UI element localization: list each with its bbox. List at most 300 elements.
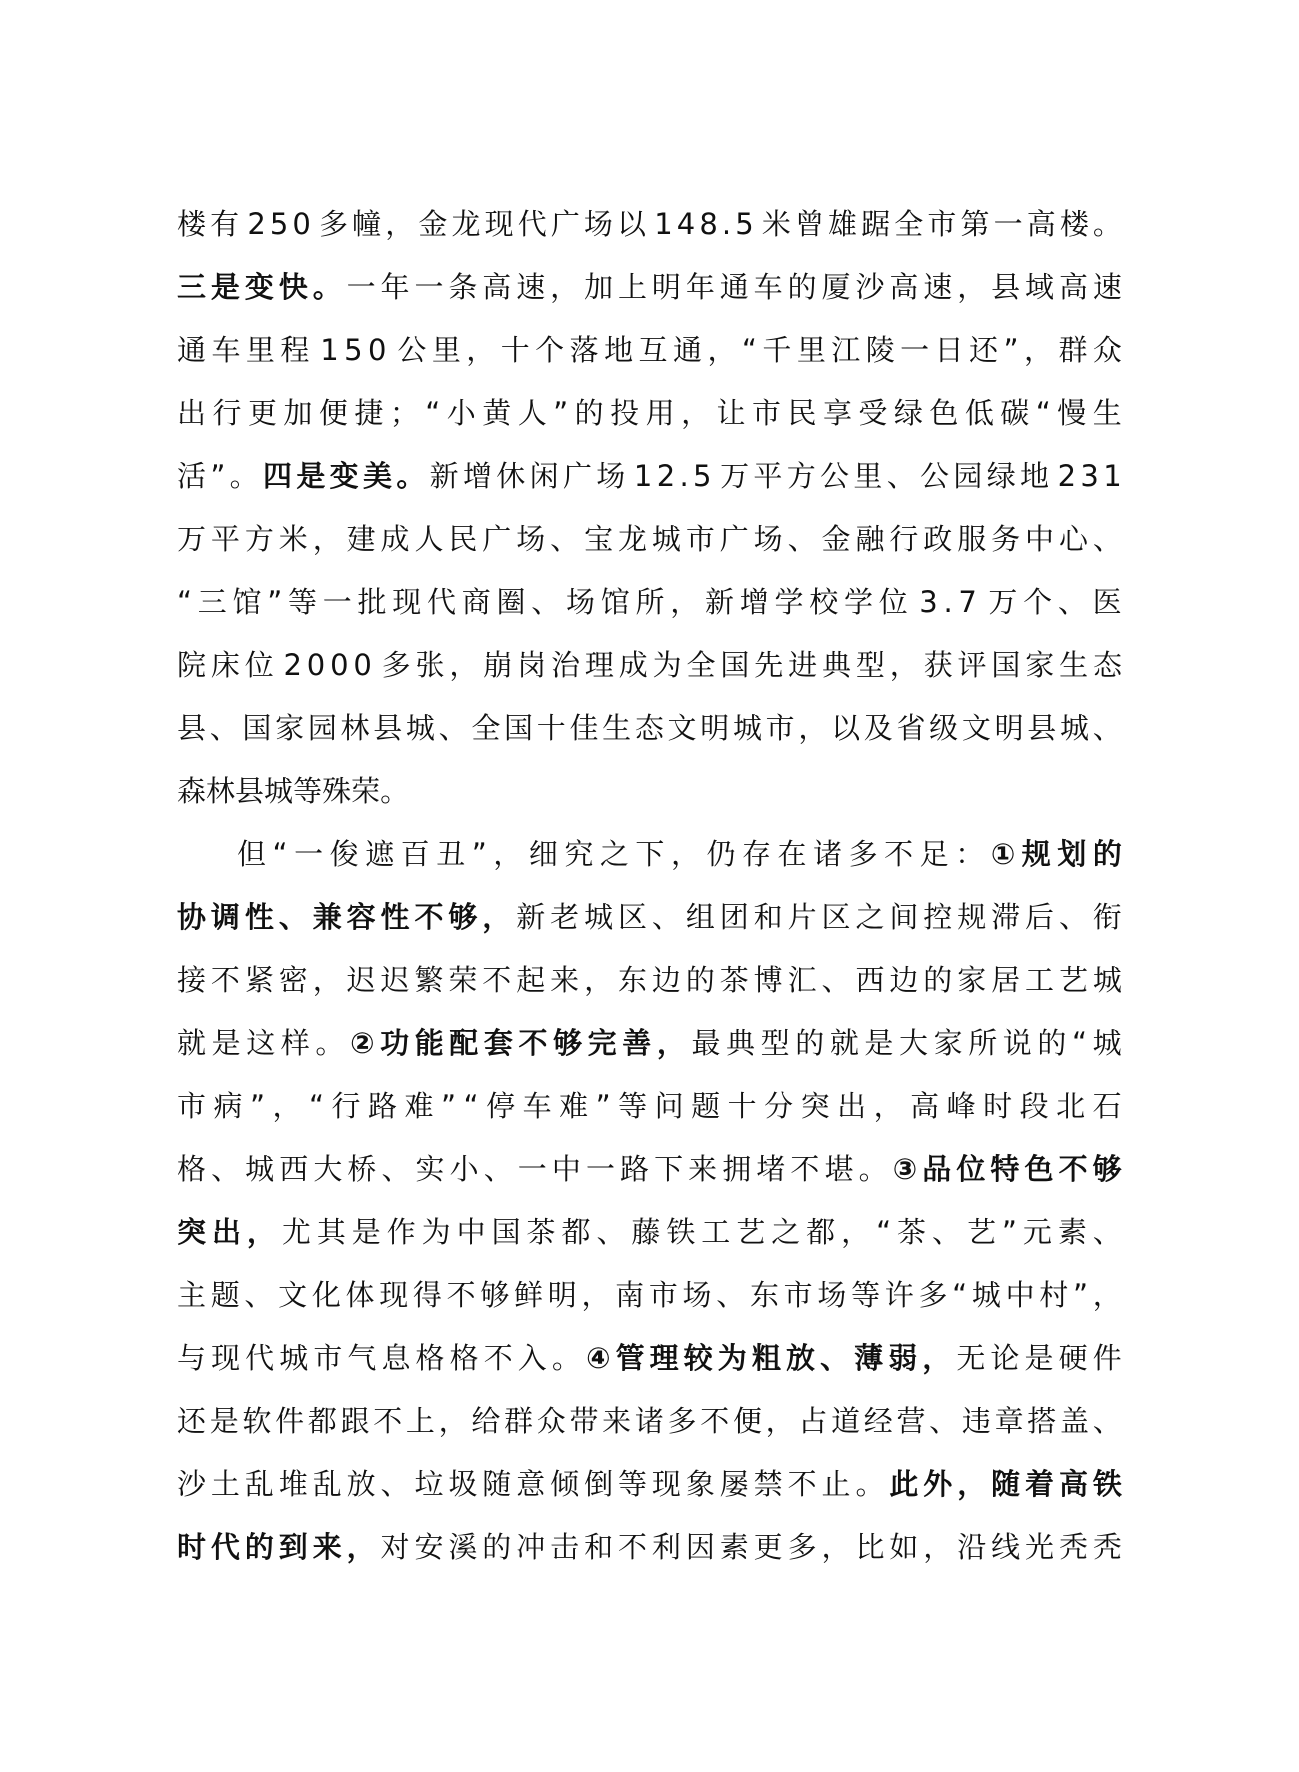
text-char: . — [943, 585, 953, 619]
text-char: 软 — [242, 1404, 272, 1438]
text-char: 1 — [1103, 459, 1122, 493]
text-char: 成 — [618, 648, 648, 682]
text-char: 、 — [651, 900, 681, 934]
bold-text-char: 弱 — [888, 1341, 918, 1375]
text-char: 速 — [516, 270, 546, 304]
text-char: 是 — [209, 1404, 239, 1438]
text-line — [177, 1264, 1122, 1327]
text-char: 停 — [486, 1089, 516, 1123]
text-char: 明 — [994, 711, 1024, 745]
text-char: 光 — [1025, 1530, 1055, 1564]
text-char: 还 — [177, 1404, 207, 1438]
text-line — [177, 193, 1122, 256]
bold-text-char: 完 — [587, 1026, 617, 1060]
text-char: 圾 — [448, 1467, 478, 1501]
text-char: ， — [1092, 1278, 1122, 1312]
text-line — [177, 886, 1122, 949]
text-char: 违 — [961, 1404, 991, 1438]
text-char: 以 — [617, 207, 647, 241]
text-char: 速 — [1092, 270, 1122, 304]
text-char: 江 — [831, 333, 861, 367]
text-char: 就 — [829, 1026, 859, 1060]
text-char: 都 — [806, 1215, 836, 1249]
text-char: 更 — [753, 1530, 783, 1564]
text-char: ” — [553, 396, 569, 430]
text-char: ， — [272, 1089, 302, 1123]
text-char: 等 — [288, 585, 318, 619]
text-char: 难 — [559, 1089, 589, 1123]
text-char: 商 — [461, 585, 491, 619]
text-char: ， — [765, 1404, 795, 1438]
text-char: ” — [1003, 333, 1019, 367]
text-char: ， — [550, 270, 580, 304]
text-char: 广 — [562, 459, 592, 493]
text-char: 民 — [448, 522, 478, 556]
text-char: 城 — [971, 1278, 1001, 1312]
text-char: 不 — [210, 963, 240, 997]
text-char: 大 — [899, 1026, 929, 1060]
bold-text-char: 为 — [717, 1341, 747, 1375]
text-char: 元 — [1022, 1215, 1052, 1249]
text-char: 、 — [929, 1404, 959, 1438]
text-char: 县 — [1027, 711, 1057, 745]
bold-text-char: 铁 — [1092, 1467, 1122, 1501]
text-char: 无 — [956, 1341, 986, 1375]
text-char: 国 — [504, 711, 534, 745]
text-char: 倾 — [550, 1467, 580, 1501]
text-char: 之 — [599, 837, 629, 871]
text-char: ， — [798, 711, 828, 745]
text-char: 园 — [307, 711, 337, 745]
text-char: 出 — [837, 1089, 867, 1123]
text-char: 堵 — [756, 1152, 786, 1186]
text-char: 文 — [278, 1278, 308, 1312]
text-char: 工 — [1025, 963, 1055, 997]
text-char: 安 — [414, 1530, 444, 1564]
text-char: 全 — [686, 648, 716, 682]
text-char: 医 — [1092, 585, 1122, 619]
text-char: 突 — [800, 1089, 830, 1123]
text-char: 受 — [858, 396, 888, 430]
text-char: ， — [889, 648, 919, 682]
text-char: 迟 — [380, 963, 410, 997]
text-char: 评 — [957, 648, 987, 682]
text-char: 车 — [522, 1089, 552, 1123]
text-char: 市 — [752, 396, 782, 430]
text-char: 下 — [654, 1152, 684, 1186]
text-char: 仍 — [706, 837, 736, 871]
text-char: 中 — [551, 1152, 581, 1186]
text-char: 幢 — [352, 207, 382, 241]
text-char: 垃 — [414, 1467, 444, 1501]
bold-text-char: 快 — [278, 270, 308, 304]
text-char: 鲜 — [514, 1278, 544, 1312]
text-char: 究 — [564, 837, 594, 871]
text-char: 秃 — [1092, 1530, 1122, 1564]
text-char: ， — [821, 1530, 851, 1564]
text-char: 公 — [820, 459, 850, 493]
text-char: 车 — [753, 270, 783, 304]
text-char: 代 — [517, 207, 547, 241]
text-char: 是 — [1024, 1341, 1054, 1375]
bold-text-char: 划 — [1057, 837, 1087, 871]
bold-text-char: 来 — [312, 1530, 342, 1564]
text-char: 土 — [210, 1467, 240, 1501]
text-char: 场 — [753, 522, 783, 556]
bold-text-char: 兼 — [312, 900, 342, 934]
text-char: ” — [471, 837, 487, 871]
text-char: 。 — [315, 1026, 345, 1060]
text-char: 时 — [983, 1089, 1013, 1123]
text-char: 林 — [206, 774, 236, 808]
text-char: 尤 — [281, 1215, 311, 1249]
text-char: 止 — [821, 1467, 851, 1501]
text-char: 不 — [373, 1404, 403, 1438]
text-char: 十 — [500, 333, 530, 367]
text-char: 2 — [283, 648, 302, 682]
text-char: 城 — [732, 711, 762, 745]
text-char: 国 — [991, 648, 1021, 682]
text-char: 万 — [177, 522, 207, 556]
text-char: 不 — [483, 1341, 513, 1375]
text-char: 县 — [177, 711, 207, 745]
text-char: 。 — [551, 1341, 581, 1375]
text-char: 控 — [923, 900, 953, 934]
text-char: 通 — [177, 333, 207, 367]
text-char: 万 — [720, 459, 750, 493]
text-char: 象 — [685, 1467, 715, 1501]
text-char: 群 — [1058, 333, 1088, 367]
text-char: 、 — [886, 459, 916, 493]
text-char: 5 — [269, 207, 289, 241]
bold-text-char: ① — [990, 837, 1016, 871]
text-char: 等 — [618, 1089, 648, 1123]
text-char: 速 — [923, 270, 953, 304]
text-char: 生 — [1092, 396, 1122, 430]
text-char: 民 — [787, 396, 817, 430]
text-char: 市 — [783, 1278, 813, 1312]
text-char: 家 — [957, 963, 987, 997]
text-char: 间 — [889, 900, 919, 934]
text-char: “ — [272, 837, 288, 871]
text-char: 区 — [617, 900, 647, 934]
bold-text-char: 调 — [210, 900, 240, 934]
text-char: 拥 — [722, 1152, 752, 1186]
text-line — [177, 1075, 1122, 1138]
text-char: 全 — [471, 711, 501, 745]
bold-text-char: 性 — [380, 900, 410, 934]
text-char: “ — [952, 1278, 968, 1312]
text-char: 慢 — [1057, 396, 1087, 430]
bold-text-char: 的 — [1092, 837, 1122, 871]
paragraph — [177, 823, 1122, 1579]
text-char: 起 — [516, 963, 546, 997]
bold-text-char: 高 — [1058, 1467, 1088, 1501]
text-char: 校 — [809, 585, 839, 619]
text-char: 年 — [685, 270, 715, 304]
text-char: 城 — [1092, 1026, 1122, 1060]
text-char: 一 — [993, 207, 1023, 241]
bold-text-char: 特 — [990, 1152, 1020, 1186]
text-char: 有 — [210, 207, 240, 241]
bold-text-char: 够 — [1092, 1152, 1122, 1186]
text-char: 张 — [415, 648, 445, 682]
text-char: 、 — [209, 711, 239, 745]
bold-text-char: 突 — [177, 1215, 207, 1249]
text-char: 等 — [293, 774, 323, 808]
text-char: 全 — [894, 207, 924, 241]
text-char: 明 — [547, 1278, 577, 1312]
text-char: “ — [1071, 1026, 1088, 1060]
text-char: 、 — [438, 711, 468, 745]
text-char: “ — [177, 585, 193, 619]
text-char: 不 — [884, 837, 914, 871]
text-char: 利 — [651, 1530, 681, 1564]
text-char: 型 — [855, 648, 885, 682]
text-char: 的 — [795, 1026, 825, 1060]
text-char: 代 — [427, 585, 457, 619]
text-char: 铁 — [666, 1215, 696, 1249]
text-char: 格 — [449, 1341, 479, 1375]
text-char: 市 — [648, 1278, 678, 1312]
text-char: 0 — [353, 648, 372, 682]
text-char: ， — [670, 837, 700, 871]
text-char: 不 — [787, 1467, 817, 1501]
text-char: 带 — [569, 1404, 599, 1438]
text-char: 城 — [1059, 711, 1089, 745]
text-char: 新 — [429, 459, 459, 493]
text-char: ， — [681, 396, 711, 430]
bold-text-char: ③ — [892, 1152, 918, 1186]
bold-text-char: 套 — [483, 1026, 513, 1060]
text-char: 秃 — [1058, 1530, 1088, 1564]
bold-text-char: 不 — [414, 900, 444, 934]
text-char: 、 — [531, 585, 561, 619]
bold-text-char: 是 — [296, 459, 326, 493]
text-char: 线 — [991, 1530, 1021, 1564]
text-char: 市 — [685, 522, 715, 556]
text-char: 成 — [380, 522, 410, 556]
text-char: 米 — [761, 207, 791, 241]
text-char: . — [721, 207, 732, 241]
text-char: 石 — [1092, 1089, 1122, 1123]
text-char: 来 — [550, 963, 580, 997]
text-char: 击 — [550, 1530, 580, 1564]
text-char: 文 — [961, 711, 991, 745]
text-char: 便 — [318, 396, 348, 430]
text-line — [177, 1201, 1122, 1264]
text-char: 诸 — [813, 837, 843, 871]
text-char: 、 — [1057, 585, 1087, 619]
text-char: 意 — [516, 1467, 546, 1501]
text-char: 新 — [516, 900, 546, 934]
text-char: 茶 — [897, 1215, 927, 1249]
text-char: 获 — [923, 648, 953, 682]
text-char: 平 — [753, 459, 783, 493]
text-char: 的 — [685, 963, 715, 997]
text-char: 条 — [448, 270, 478, 304]
text-char: 茶 — [719, 963, 749, 997]
text-char: 路 — [620, 1152, 650, 1186]
text-char: 主 — [177, 1278, 207, 1312]
text-char: ； — [389, 396, 419, 430]
text-char: 高 — [1026, 207, 1056, 241]
text-char: 实 — [415, 1152, 445, 1186]
text-char: 的 — [574, 396, 604, 430]
text-char: 增 — [739, 585, 769, 619]
text-char: 明 — [651, 270, 681, 304]
text-char: 题 — [691, 1089, 721, 1123]
text-char: 域 — [1025, 270, 1055, 304]
text-char: 营 — [896, 1404, 926, 1438]
text-char: 典 — [726, 1026, 756, 1060]
bold-text-char: ， — [957, 1467, 987, 1501]
text-char: 人 — [414, 522, 444, 556]
text-char: 不 — [446, 1278, 476, 1312]
text-char: 所 — [968, 1026, 998, 1060]
text-char: 年 — [380, 270, 410, 304]
text-char: ， — [923, 1530, 953, 1564]
text-line — [177, 1138, 1122, 1201]
text-char: 2 — [656, 459, 676, 493]
text-char: 衔 — [1092, 900, 1122, 934]
bold-text-char: 容 — [346, 900, 376, 934]
text-char: 城 — [279, 1341, 309, 1375]
text-char: 艺 — [1058, 963, 1088, 997]
text-char: 、 — [787, 522, 817, 556]
bold-text-char: 变 — [244, 270, 274, 304]
text-char: 一 — [585, 1152, 615, 1186]
text-char: 龙 — [451, 207, 481, 241]
text-char: 来 — [602, 1404, 632, 1438]
text-char: 存 — [742, 837, 772, 871]
text-char: ” — [210, 459, 226, 493]
text-char: 服 — [957, 522, 987, 556]
text-char: 沿 — [957, 1530, 987, 1564]
text-char: ， — [581, 1278, 611, 1312]
text-char: 南 — [615, 1278, 645, 1312]
text-char: 占 — [798, 1404, 828, 1438]
text-char: 论 — [990, 1341, 1020, 1375]
text-char: 方 — [786, 459, 816, 493]
text-char: 加 — [283, 396, 313, 430]
text-char: 北 — [1056, 1089, 1086, 1123]
text-char: 东 — [617, 963, 647, 997]
text-char: 、 — [931, 1215, 961, 1249]
text-char: 荣 — [351, 774, 381, 808]
text-char: 。 — [1092, 207, 1122, 241]
text-line — [177, 445, 1122, 508]
text-char: 都 — [561, 1215, 591, 1249]
text-char: 不 — [700, 1404, 730, 1438]
text-char: 8 — [699, 207, 718, 241]
text-char: 紧 — [244, 963, 274, 997]
text-char: 国 — [491, 1215, 521, 1249]
text-char: 圈 — [496, 585, 526, 619]
text-char: 广 — [550, 207, 580, 241]
text-char: ， — [957, 270, 987, 304]
text-char: 但 — [237, 837, 267, 871]
text-char: ， — [385, 207, 415, 241]
bold-text-char: 不 — [518, 1026, 548, 1060]
text-char: 千 — [762, 333, 792, 367]
text-char: 林 — [340, 711, 370, 745]
text-char: 与 — [177, 1341, 207, 1375]
text-char: 县 — [991, 270, 1021, 304]
bold-text-char: 、 — [278, 900, 308, 934]
bold-text-char: ④ — [585, 1341, 611, 1375]
text-char: 如 — [889, 1530, 919, 1564]
text-char: 盖 — [1059, 1404, 1089, 1438]
bold-text-char: 。 — [396, 459, 426, 493]
bold-text-char: 到 — [278, 1530, 308, 1564]
text-char: 里 — [245, 333, 275, 367]
bold-text-char: 放 — [785, 1341, 815, 1375]
text-char: 硬 — [1058, 1341, 1088, 1375]
text-line — [177, 634, 1122, 697]
text-char: 段 — [1019, 1089, 1049, 1123]
text-char: 、 — [483, 1152, 513, 1186]
text-char: 众 — [536, 1404, 566, 1438]
text-char: 所 — [635, 585, 665, 619]
text-char: ， — [466, 333, 496, 367]
text-char: 殊 — [322, 774, 352, 808]
text-char: 来 — [688, 1152, 718, 1186]
text-char: “ — [425, 396, 441, 430]
text-char: 搭 — [1027, 1404, 1057, 1438]
text-char: 跟 — [340, 1404, 370, 1438]
bold-text-char: 功 — [380, 1026, 410, 1060]
text-line — [177, 1453, 1122, 1516]
text-char: 化 — [311, 1278, 341, 1312]
body-text — [177, 193, 1122, 1579]
text-char: 、 — [550, 522, 580, 556]
text-char: 的 — [923, 963, 953, 997]
text-char: 屡 — [719, 1467, 749, 1501]
text-char: 小 — [446, 396, 476, 430]
bold-text-char: 配 — [449, 1026, 479, 1060]
text-char: 边 — [889, 963, 919, 997]
text-char: 沙 — [855, 270, 885, 304]
text-char: 中 — [1005, 1278, 1035, 1312]
text-char: 一 — [346, 270, 376, 304]
text-char: 楼 — [1059, 207, 1089, 241]
text-char: 行 — [331, 1089, 361, 1123]
text-char: 岗 — [517, 648, 547, 682]
text-char: 生 — [1059, 648, 1089, 682]
text-char: 活 — [177, 459, 207, 493]
text-line — [177, 949, 1122, 1012]
text-char: 地 — [604, 333, 634, 367]
text-char: 文 — [667, 711, 697, 745]
text-char: 、 — [821, 963, 851, 997]
text-char: 、 — [1092, 522, 1122, 556]
text-char: 园 — [953, 459, 983, 493]
bold-text-char: ， — [246, 1215, 276, 1249]
text-char: 0 — [306, 648, 326, 682]
text-char: 让 — [716, 396, 746, 430]
bold-text-char: 品 — [922, 1152, 952, 1186]
text-char: 5 — [692, 459, 712, 493]
text-char: 中 — [456, 1215, 486, 1249]
text-char: 等 — [851, 1278, 881, 1312]
text-char: ， — [312, 522, 342, 556]
text-char: 东 — [749, 1278, 779, 1312]
text-char: 迟 — [346, 963, 376, 997]
text-char: 心 — [1058, 522, 1088, 556]
text-char: ， — [584, 963, 614, 997]
text-char: 接 — [177, 963, 207, 997]
